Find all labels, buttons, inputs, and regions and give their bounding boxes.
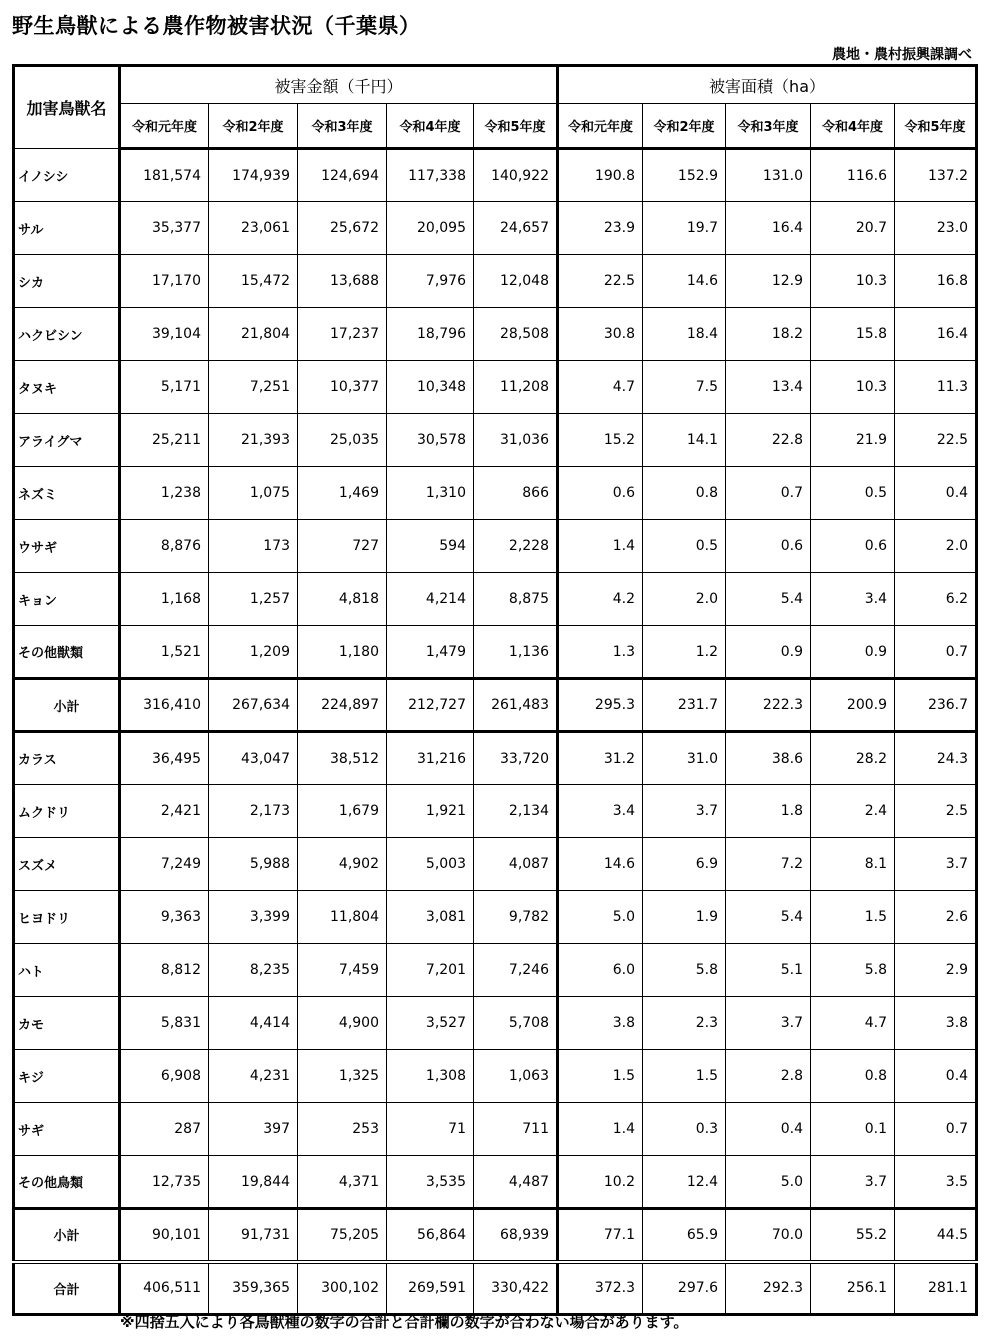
damage-area-cell: 16.4 bbox=[895, 308, 977, 361]
damage-amount-cell: 4,231 bbox=[209, 1050, 298, 1103]
damage-area-cell: 0.4 bbox=[895, 467, 977, 520]
damage-area-cell: 295.3 bbox=[558, 679, 643, 732]
damage-amount-cell: 140,922 bbox=[474, 149, 558, 202]
damage-amount-cell: 1,168 bbox=[120, 573, 209, 626]
damage-amount-cell: 1,257 bbox=[209, 573, 298, 626]
damage-area-cell: 0.8 bbox=[643, 467, 726, 520]
damage-amount-cell: 261,483 bbox=[474, 679, 558, 732]
damage-amount-cell: 397 bbox=[209, 1103, 298, 1156]
damage-amount-cell: 56,864 bbox=[387, 1209, 474, 1262]
damage-amount-cell: 6,908 bbox=[120, 1050, 209, 1103]
damage-area-cell: 18.4 bbox=[643, 308, 726, 361]
table-row bbox=[14, 732, 977, 785]
table-head bbox=[14, 66, 977, 149]
damage-area-cell: 65.9 bbox=[643, 1209, 726, 1262]
damage-area-cell: 2.9 bbox=[895, 944, 977, 997]
damage-amount-cell: 71 bbox=[387, 1103, 474, 1156]
damage-amount-cell: 38,512 bbox=[298, 732, 387, 785]
damage-area-cell: 3.4 bbox=[811, 573, 895, 626]
damage-amount-cell: 31,216 bbox=[387, 732, 474, 785]
damage-amount-cell: 4,214 bbox=[387, 573, 474, 626]
damage-amount-cell: 7,976 bbox=[387, 255, 474, 308]
damage-amount-cell: 10,348 bbox=[387, 361, 474, 414]
damage-area-cell: 10.2 bbox=[558, 1156, 643, 1209]
species-name: その他鳥類 bbox=[14, 1156, 120, 1209]
table-row bbox=[14, 361, 977, 414]
damage-amount-cell: 4,487 bbox=[474, 1156, 558, 1209]
damage-area-cell: 1.5 bbox=[811, 891, 895, 944]
damage-area-cell: 21.9 bbox=[811, 414, 895, 467]
damage-amount-cell: 21,393 bbox=[209, 414, 298, 467]
species-name: ムクドリ bbox=[14, 785, 120, 838]
damage-area-cell: 1.9 bbox=[643, 891, 726, 944]
damage-amount-cell: 8,235 bbox=[209, 944, 298, 997]
damage-area-cell: 1.4 bbox=[558, 520, 643, 573]
damage-amount-cell: 3,399 bbox=[209, 891, 298, 944]
damage-amount-cell: 17,170 bbox=[120, 255, 209, 308]
damage-area-cell: 1.5 bbox=[643, 1050, 726, 1103]
damage-area-cell: 200.9 bbox=[811, 679, 895, 732]
damage-area-cell: 2.0 bbox=[895, 520, 977, 573]
damage-amount-cell: 3,081 bbox=[387, 891, 474, 944]
damage-amount-cell: 212,727 bbox=[387, 679, 474, 732]
damage-area-cell: 77.1 bbox=[558, 1209, 643, 1262]
damage-area-cell: 4.2 bbox=[558, 573, 643, 626]
damage-area-cell: 372.3 bbox=[558, 1262, 643, 1315]
damage-amount-cell: 43,047 bbox=[209, 732, 298, 785]
damage-area-cell: 4.7 bbox=[811, 997, 895, 1050]
damage-amount-cell: 269,591 bbox=[387, 1262, 474, 1315]
damage-area-cell: 281.1 bbox=[895, 1262, 977, 1315]
header-damage-area: 被害面積（ha） bbox=[558, 66, 977, 104]
damage-amount-cell: 1,921 bbox=[387, 785, 474, 838]
species-name: サル bbox=[14, 202, 120, 255]
damage-area-cell: 0.8 bbox=[811, 1050, 895, 1103]
damage-area-cell: 10.3 bbox=[811, 361, 895, 414]
damage-amount-cell: 3,535 bbox=[387, 1156, 474, 1209]
damage-amount-cell: 1,075 bbox=[209, 467, 298, 520]
species-name: ハクビシン bbox=[14, 308, 120, 361]
table-row bbox=[14, 202, 977, 255]
damage-area-cell: 22.5 bbox=[895, 414, 977, 467]
damage-area-cell: 2.0 bbox=[643, 573, 726, 626]
damage-area-cell: 0.5 bbox=[643, 520, 726, 573]
damage-area-cell: 4.7 bbox=[558, 361, 643, 414]
damage-amount-cell: 7,251 bbox=[209, 361, 298, 414]
damage-area-cell: 0.1 bbox=[811, 1103, 895, 1156]
damage-amount-cell: 17,237 bbox=[298, 308, 387, 361]
damage-area-cell: 1.8 bbox=[726, 785, 811, 838]
damage-area-cell: 0.4 bbox=[726, 1103, 811, 1156]
damage-amount-cell: 1,521 bbox=[120, 626, 209, 679]
table-row bbox=[14, 997, 977, 1050]
damage-area-cell: 256.1 bbox=[811, 1262, 895, 1315]
damage-area-cell: 6.9 bbox=[643, 838, 726, 891]
damage-area-cell: 18.2 bbox=[726, 308, 811, 361]
damage-amount-cell: 287 bbox=[120, 1103, 209, 1156]
damage-amount-cell: 253 bbox=[298, 1103, 387, 1156]
species-name: スズメ bbox=[14, 838, 120, 891]
damage-area-cell: 31.2 bbox=[558, 732, 643, 785]
damage-area-cell: 0.7 bbox=[895, 626, 977, 679]
damage-area-cell: 10.3 bbox=[811, 255, 895, 308]
damage-amount-cell: 21,804 bbox=[209, 308, 298, 361]
damage-area-cell: 3.5 bbox=[895, 1156, 977, 1209]
header-row-years bbox=[14, 104, 977, 149]
damage-area-cell: 3.7 bbox=[726, 997, 811, 1050]
damage-amount-cell: 4,371 bbox=[298, 1156, 387, 1209]
damage-amount-cell: 5,171 bbox=[120, 361, 209, 414]
species-name: キョン bbox=[14, 573, 120, 626]
damage-area-cell: 70.0 bbox=[726, 1209, 811, 1262]
damage-area-cell: 3.7 bbox=[643, 785, 726, 838]
damage-amount-cell: 90,101 bbox=[120, 1209, 209, 1262]
damage-area-cell: 2.3 bbox=[643, 997, 726, 1050]
header-row-groups bbox=[14, 66, 977, 104]
damage-area-cell: 131.0 bbox=[726, 149, 811, 202]
damage-area-cell: 0.6 bbox=[811, 520, 895, 573]
damage-area-cell: 44.5 bbox=[895, 1209, 977, 1262]
damage-amount-cell: 406,511 bbox=[120, 1262, 209, 1315]
damage-area-cell: 7.2 bbox=[726, 838, 811, 891]
damage-amount-cell: 5,831 bbox=[120, 997, 209, 1050]
species-name: サギ bbox=[14, 1103, 120, 1156]
damage-amount-cell: 316,410 bbox=[120, 679, 209, 732]
damage-area-cell: 137.2 bbox=[895, 149, 977, 202]
damage-amount-cell: 39,104 bbox=[120, 308, 209, 361]
damage-area-cell: 190.8 bbox=[558, 149, 643, 202]
header-year: 令和3年度 bbox=[298, 104, 387, 149]
damage-area-cell: 11.3 bbox=[895, 361, 977, 414]
header-damage-amount: 被害金額（千円） bbox=[120, 66, 558, 104]
damage-amount-cell: 1,136 bbox=[474, 626, 558, 679]
damage-area-cell: 236.7 bbox=[895, 679, 977, 732]
damage-amount-cell: 1,469 bbox=[298, 467, 387, 520]
table-row bbox=[14, 467, 977, 520]
damage-amount-cell: 18,796 bbox=[387, 308, 474, 361]
damage-area-cell: 297.6 bbox=[643, 1262, 726, 1315]
header-species: 加害鳥獣名 bbox=[14, 66, 120, 149]
damage-amount-cell: 33,720 bbox=[474, 732, 558, 785]
damage-area-cell: 14.6 bbox=[558, 838, 643, 891]
damage-area-cell: 1.3 bbox=[558, 626, 643, 679]
table-row bbox=[14, 149, 977, 202]
species-name: シカ bbox=[14, 255, 120, 308]
damage-area-cell: 23.9 bbox=[558, 202, 643, 255]
damage-amount-cell: 31,036 bbox=[474, 414, 558, 467]
species-name: キジ bbox=[14, 1050, 120, 1103]
damage-amount-cell: 2,228 bbox=[474, 520, 558, 573]
damage-area-cell: 222.3 bbox=[726, 679, 811, 732]
table-row bbox=[14, 1103, 977, 1156]
damage-area-cell: 5.1 bbox=[726, 944, 811, 997]
table-row bbox=[14, 414, 977, 467]
damage-amount-cell: 8,812 bbox=[120, 944, 209, 997]
damage-area-cell: 5.0 bbox=[726, 1156, 811, 1209]
table-row bbox=[14, 573, 977, 626]
damage-area-cell: 0.5 bbox=[811, 467, 895, 520]
table-row bbox=[14, 891, 977, 944]
damage-amount-cell: 359,365 bbox=[209, 1262, 298, 1315]
damage-area-cell: 8.1 bbox=[811, 838, 895, 891]
damage-amount-cell: 28,508 bbox=[474, 308, 558, 361]
damage-area-cell: 12.4 bbox=[643, 1156, 726, 1209]
damage-area-cell: 5.4 bbox=[726, 573, 811, 626]
damage-amount-cell: 1,180 bbox=[298, 626, 387, 679]
damage-area-cell: 1.2 bbox=[643, 626, 726, 679]
damage-area-cell: 55.2 bbox=[811, 1209, 895, 1262]
damage-amount-cell: 5,708 bbox=[474, 997, 558, 1050]
damage-amount-cell: 4,087 bbox=[474, 838, 558, 891]
damage-area-cell: 3.8 bbox=[558, 997, 643, 1050]
damage-amount-cell: 1,325 bbox=[298, 1050, 387, 1103]
species-name: タヌキ bbox=[14, 361, 120, 414]
damage-amount-cell: 174,939 bbox=[209, 149, 298, 202]
damage-area-cell: 23.0 bbox=[895, 202, 977, 255]
damage-area-cell: 0.6 bbox=[558, 467, 643, 520]
summary-row bbox=[14, 679, 977, 732]
table-row bbox=[14, 838, 977, 891]
damage-amount-cell: 1,063 bbox=[474, 1050, 558, 1103]
damage-amount-cell: 1,209 bbox=[209, 626, 298, 679]
damage-area-cell: 6.0 bbox=[558, 944, 643, 997]
damage-amount-cell: 4,414 bbox=[209, 997, 298, 1050]
damage-amount-cell: 12,735 bbox=[120, 1156, 209, 1209]
header-year: 令和元年度 bbox=[558, 104, 643, 149]
damage-amount-cell: 173 bbox=[209, 520, 298, 573]
species-name: 小計 bbox=[14, 1209, 120, 1262]
damage-amount-cell: 594 bbox=[387, 520, 474, 573]
damage-amount-cell: 36,495 bbox=[120, 732, 209, 785]
damage-area-cell: 0.3 bbox=[643, 1103, 726, 1156]
damage-amount-cell: 68,939 bbox=[474, 1209, 558, 1262]
damage-area-cell: 5.8 bbox=[811, 944, 895, 997]
damage-amount-cell: 10,377 bbox=[298, 361, 387, 414]
species-name: ハト bbox=[14, 944, 120, 997]
table-row bbox=[14, 308, 977, 361]
damage-area-cell: 292.3 bbox=[726, 1262, 811, 1315]
damage-area-cell: 38.6 bbox=[726, 732, 811, 785]
source-note: 農地・農村振興課調べ bbox=[832, 47, 972, 63]
species-name: 合計 bbox=[14, 1262, 120, 1315]
damage-amount-cell: 7,201 bbox=[387, 944, 474, 997]
damage-amount-cell: 117,338 bbox=[387, 149, 474, 202]
damage-amount-cell: 24,657 bbox=[474, 202, 558, 255]
damage-area-cell: 3.7 bbox=[811, 1156, 895, 1209]
table-row bbox=[14, 520, 977, 573]
damage-amount-cell: 23,061 bbox=[209, 202, 298, 255]
species-name: カラス bbox=[14, 732, 120, 785]
damage-amount-cell: 3,527 bbox=[387, 997, 474, 1050]
damage-amount-cell: 4,818 bbox=[298, 573, 387, 626]
damage-area-cell: 19.7 bbox=[643, 202, 726, 255]
damage-amount-cell: 12,048 bbox=[474, 255, 558, 308]
damage-area-cell: 1.5 bbox=[558, 1050, 643, 1103]
species-name: イノシシ bbox=[14, 149, 120, 202]
damage-area-cell: 3.4 bbox=[558, 785, 643, 838]
header-year: 令和5年度 bbox=[895, 104, 977, 149]
damage-amount-cell: 727 bbox=[298, 520, 387, 573]
damage-area-cell: 116.6 bbox=[811, 149, 895, 202]
damage-area-cell: 15.2 bbox=[558, 414, 643, 467]
damage-amount-cell: 224,897 bbox=[298, 679, 387, 732]
table-body bbox=[14, 149, 977, 1315]
table-row bbox=[14, 1050, 977, 1103]
damage-amount-cell: 11,804 bbox=[298, 891, 387, 944]
damage-area-cell: 22.5 bbox=[558, 255, 643, 308]
damage-table bbox=[12, 64, 978, 1316]
table-row bbox=[14, 626, 977, 679]
damage-area-cell: 13.4 bbox=[726, 361, 811, 414]
damage-area-cell: 12.9 bbox=[726, 255, 811, 308]
damage-area-cell: 0.9 bbox=[811, 626, 895, 679]
damage-area-cell: 0.9 bbox=[726, 626, 811, 679]
damage-amount-cell: 9,782 bbox=[474, 891, 558, 944]
species-name: ネズミ bbox=[14, 467, 120, 520]
damage-amount-cell: 2,134 bbox=[474, 785, 558, 838]
damage-amount-cell: 866 bbox=[474, 467, 558, 520]
footnote: ※四捨五入により各鳥獣種の数字の合計と合計欄の数字が合わない場合があります。 bbox=[120, 1313, 689, 1331]
damage-amount-cell: 4,902 bbox=[298, 838, 387, 891]
damage-area-cell: 3.7 bbox=[895, 838, 977, 891]
damage-area-cell: 2.5 bbox=[895, 785, 977, 838]
damage-area-cell: 5.4 bbox=[726, 891, 811, 944]
damage-amount-cell: 1,479 bbox=[387, 626, 474, 679]
damage-area-cell: 22.8 bbox=[726, 414, 811, 467]
damage-amount-cell: 20,095 bbox=[387, 202, 474, 255]
header-year: 令和3年度 bbox=[726, 104, 811, 149]
header-year: 令和4年度 bbox=[811, 104, 895, 149]
damage-amount-cell: 300,102 bbox=[298, 1262, 387, 1315]
damage-amount-cell: 8,876 bbox=[120, 520, 209, 573]
damage-amount-cell: 19,844 bbox=[209, 1156, 298, 1209]
damage-amount-cell: 711 bbox=[474, 1103, 558, 1156]
damage-amount-cell: 2,173 bbox=[209, 785, 298, 838]
damage-area-cell: 20.7 bbox=[811, 202, 895, 255]
damage-area-cell: 7.5 bbox=[643, 361, 726, 414]
damage-amount-cell: 35,377 bbox=[120, 202, 209, 255]
damage-area-cell: 5.8 bbox=[643, 944, 726, 997]
damage-amount-cell: 15,472 bbox=[209, 255, 298, 308]
species-name: ヒヨドリ bbox=[14, 891, 120, 944]
damage-area-cell: 3.8 bbox=[895, 997, 977, 1050]
species-name: 小計 bbox=[14, 679, 120, 732]
damage-amount-cell: 2,421 bbox=[120, 785, 209, 838]
damage-area-cell: 231.7 bbox=[643, 679, 726, 732]
header-year: 令和5年度 bbox=[474, 104, 558, 149]
damage-amount-cell: 330,422 bbox=[474, 1262, 558, 1315]
summary-row bbox=[14, 1262, 977, 1315]
damage-amount-cell: 25,211 bbox=[120, 414, 209, 467]
header-year: 令和2年度 bbox=[643, 104, 726, 149]
damage-area-cell: 15.8 bbox=[811, 308, 895, 361]
damage-area-cell: 2.8 bbox=[726, 1050, 811, 1103]
damage-area-cell: 152.9 bbox=[643, 149, 726, 202]
damage-amount-cell: 1,308 bbox=[387, 1050, 474, 1103]
damage-area-cell: 24.3 bbox=[895, 732, 977, 785]
header-year: 令和2年度 bbox=[209, 104, 298, 149]
damage-area-cell: 0.7 bbox=[895, 1103, 977, 1156]
species-name: アライグマ bbox=[14, 414, 120, 467]
damage-area-cell: 16.8 bbox=[895, 255, 977, 308]
summary-row bbox=[14, 1209, 977, 1262]
header-year: 令和元年度 bbox=[120, 104, 209, 149]
damage-area-cell: 28.2 bbox=[811, 732, 895, 785]
damage-amount-cell: 30,578 bbox=[387, 414, 474, 467]
header-year: 令和4年度 bbox=[387, 104, 474, 149]
damage-amount-cell: 11,208 bbox=[474, 361, 558, 414]
damage-area-cell: 30.8 bbox=[558, 308, 643, 361]
damage-amount-cell: 8,875 bbox=[474, 573, 558, 626]
damage-area-cell: 0.6 bbox=[726, 520, 811, 573]
damage-area-cell: 31.0 bbox=[643, 732, 726, 785]
table-row bbox=[14, 1156, 977, 1209]
damage-area-cell: 2.6 bbox=[895, 891, 977, 944]
damage-amount-cell: 9,363 bbox=[120, 891, 209, 944]
damage-amount-cell: 75,205 bbox=[298, 1209, 387, 1262]
damage-area-cell: 5.0 bbox=[558, 891, 643, 944]
species-name: ウサギ bbox=[14, 520, 120, 573]
damage-amount-cell: 91,731 bbox=[209, 1209, 298, 1262]
damage-amount-cell: 1,310 bbox=[387, 467, 474, 520]
damage-area-cell: 2.4 bbox=[811, 785, 895, 838]
damage-amount-cell: 4,900 bbox=[298, 997, 387, 1050]
damage-area-cell: 1.4 bbox=[558, 1103, 643, 1156]
table-row bbox=[14, 255, 977, 308]
damage-amount-cell: 124,694 bbox=[298, 149, 387, 202]
damage-area-cell: 0.4 bbox=[895, 1050, 977, 1103]
damage-amount-cell: 25,672 bbox=[298, 202, 387, 255]
damage-amount-cell: 13,688 bbox=[298, 255, 387, 308]
page-title: 野生鳥獣による農作物被害状況（千葉県） bbox=[12, 14, 421, 38]
damage-amount-cell: 1,679 bbox=[298, 785, 387, 838]
damage-area-cell: 14.1 bbox=[643, 414, 726, 467]
damage-area-cell: 14.6 bbox=[643, 255, 726, 308]
damage-amount-cell: 181,574 bbox=[120, 149, 209, 202]
damage-amount-cell: 7,249 bbox=[120, 838, 209, 891]
damage-area-cell: 6.2 bbox=[895, 573, 977, 626]
table-row bbox=[14, 785, 977, 838]
damage-amount-cell: 1,238 bbox=[120, 467, 209, 520]
table-row bbox=[14, 944, 977, 997]
damage-amount-cell: 267,634 bbox=[209, 679, 298, 732]
damage-amount-cell: 25,035 bbox=[298, 414, 387, 467]
damage-area-cell: 16.4 bbox=[726, 202, 811, 255]
damage-amount-cell: 7,459 bbox=[298, 944, 387, 997]
damage-area-cell: 0.7 bbox=[726, 467, 811, 520]
damage-amount-cell: 5,988 bbox=[209, 838, 298, 891]
damage-amount-cell: 7,246 bbox=[474, 944, 558, 997]
damage-amount-cell: 5,003 bbox=[387, 838, 474, 891]
species-name: その他獣類 bbox=[14, 626, 120, 679]
species-name: カモ bbox=[14, 997, 120, 1050]
